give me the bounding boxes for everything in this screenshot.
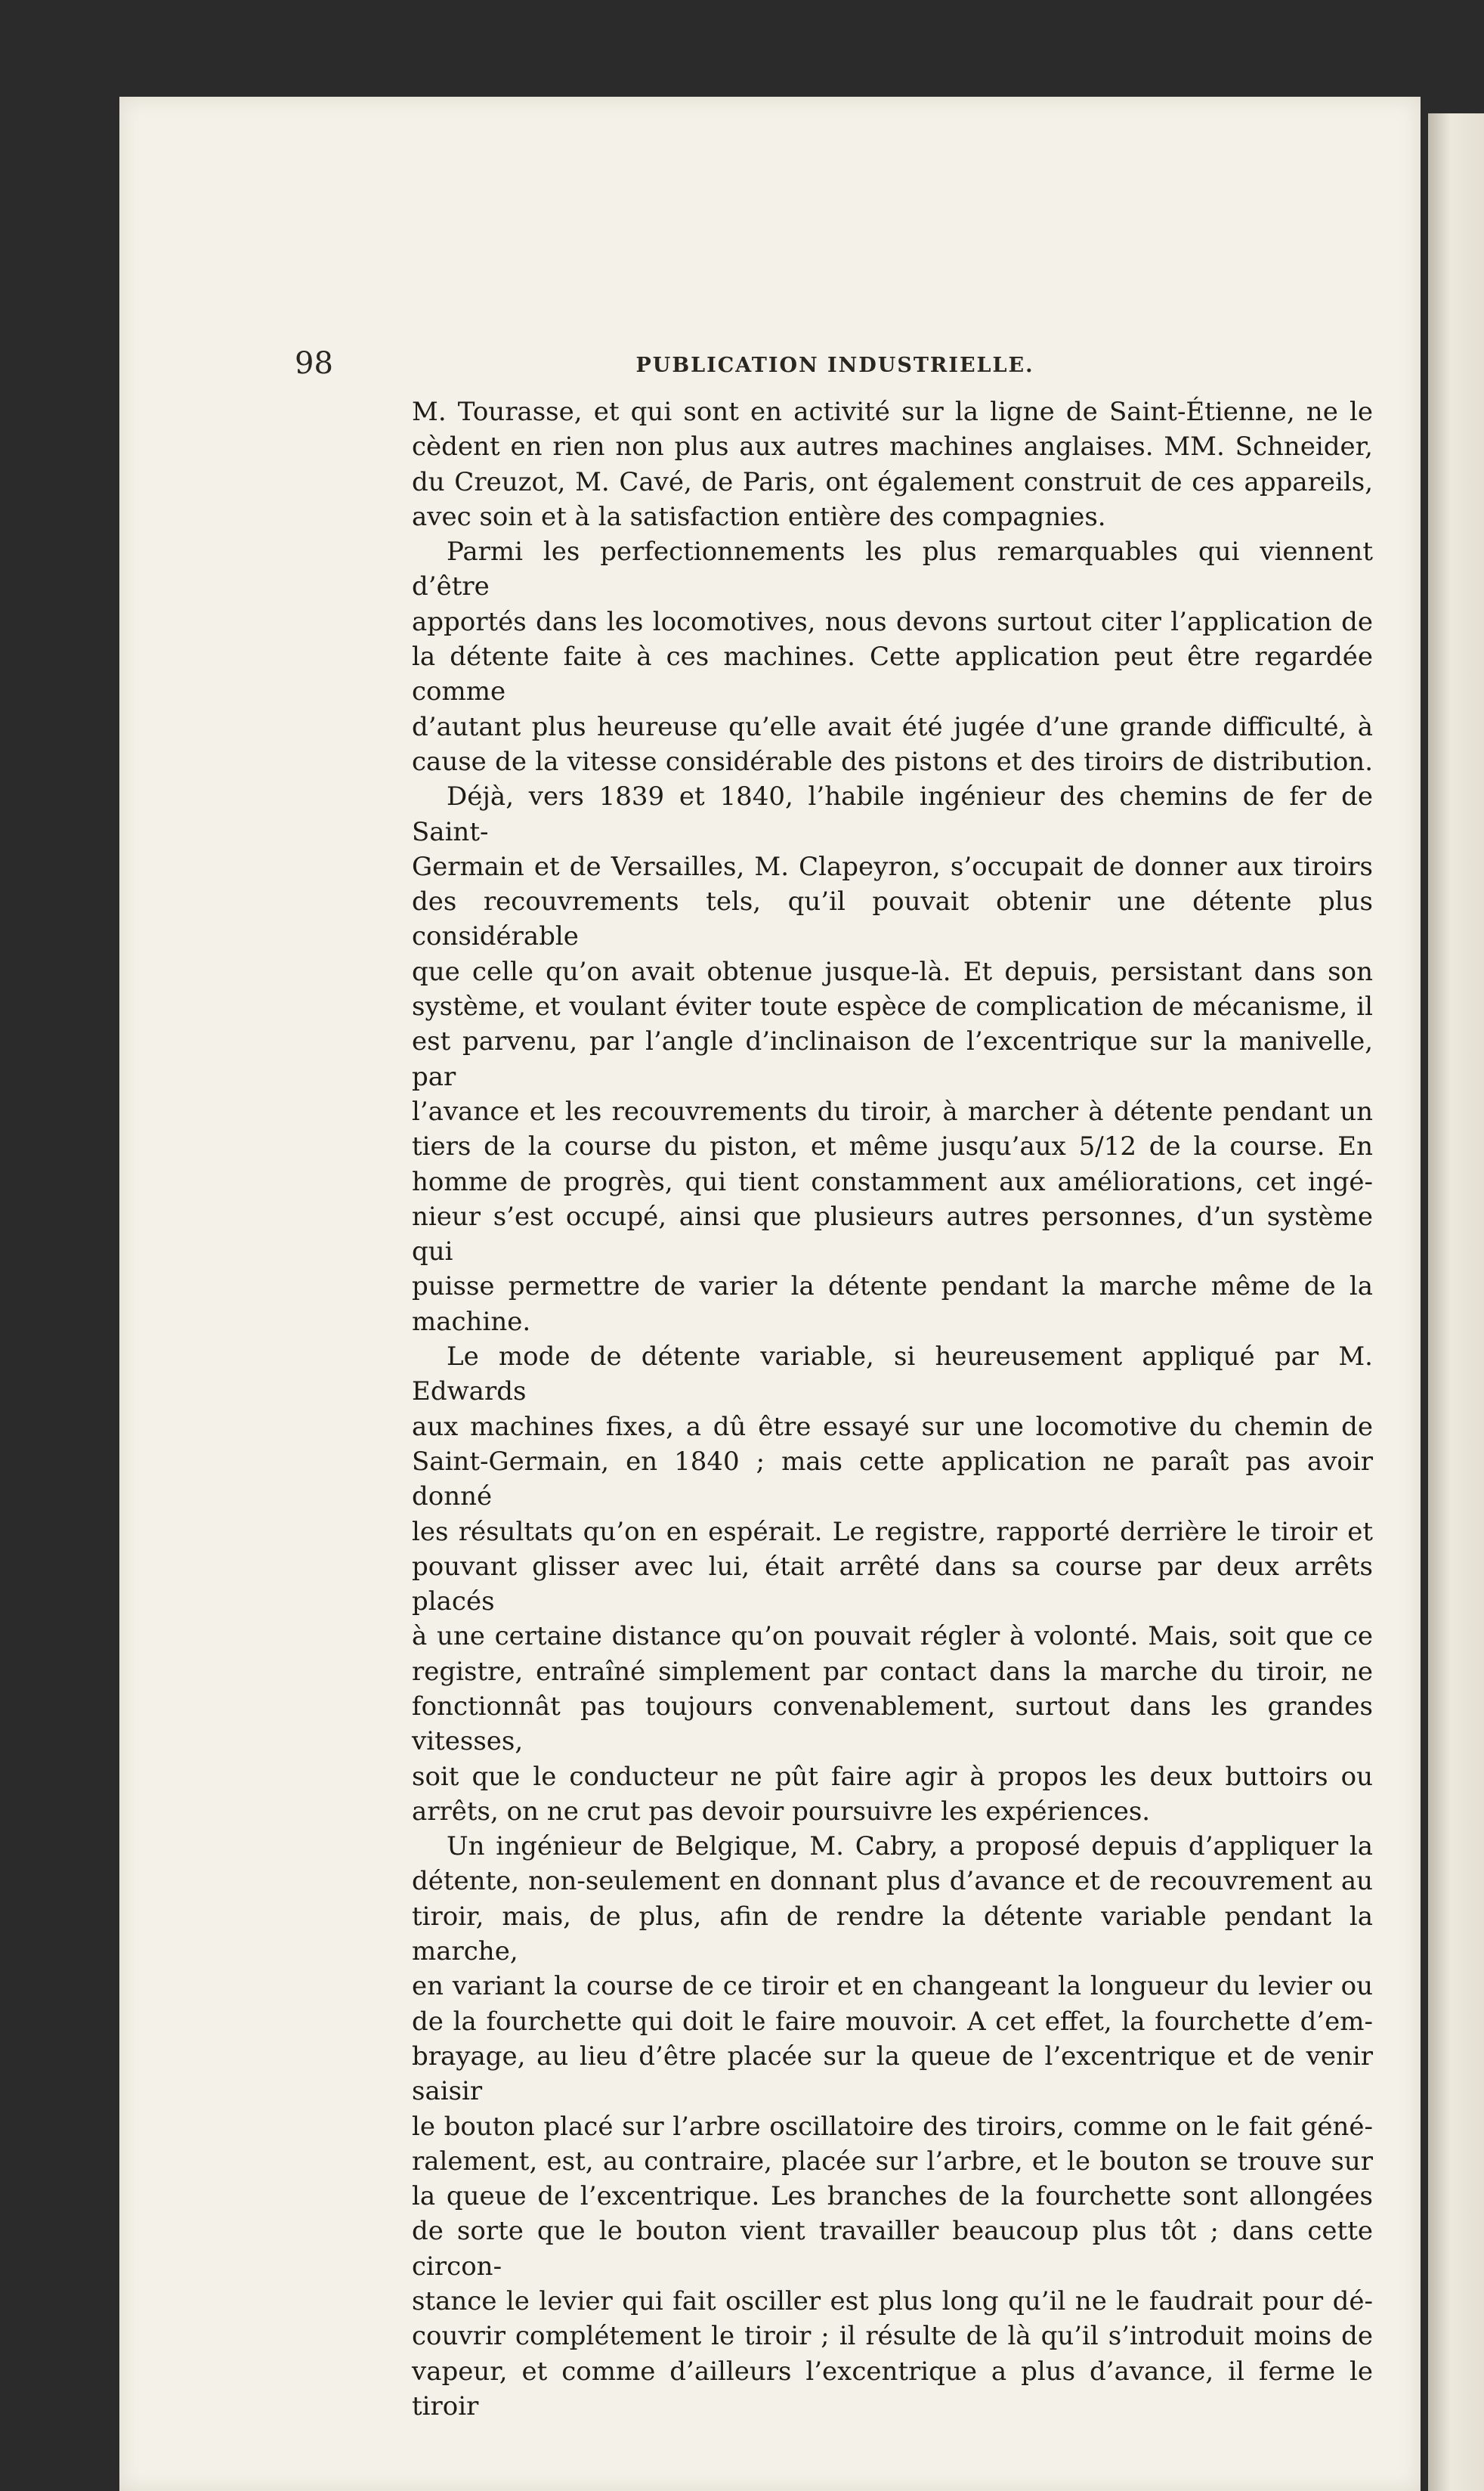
paragraph-line: arrêts, on ne crut pas devoir poursuivre les expériences. [412, 1796, 1151, 1827]
paragraph: Parmi les perfectionnements les plus remarquables qui viennent d’être [412, 537, 1373, 602]
paragraph-line: registre, entraîné simplement par contact dans la marche du tiroir, ne [412, 1656, 1373, 1687]
paragraph-line: vapeur, et comme d’ailleurs l’excentrique a plus d’avance, il ferme le tiroir [412, 2356, 1373, 2421]
paragraph-line: tiers de la course du piston, et même jusqu’aux 5/12 de la course. En [412, 1131, 1373, 1162]
paragraph-line: Saint-Germain, en 1840 ; mais cette application ne paraît pas avoir donné [412, 1446, 1373, 1512]
paragraph: Le mode de détente variable, si heureusement appliqué par M. Edwards [412, 1341, 1373, 1407]
paragraph-line: en variant la course de ce tiroir et en changeant la longueur du levier ou [412, 1971, 1373, 2002]
paragraph-line: couvrir complétement le tiroir ; il résulte de là qu’il s’introduit moins de [412, 2321, 1373, 2352]
paragraph-line: la queue de l’excentrique. Les branches de la fourchette sont allongées [412, 2181, 1373, 2212]
paragraph-line: avec soin et à la satisfaction entière des compagnies. [412, 501, 1106, 532]
paragraph: Déjà, vers 1839 et 1840, l’habile ingénieur des chemins de fer de Saint- [412, 781, 1373, 847]
paragraph-line: la détente faite à ces machines. Cette application peut être regardée comme [412, 642, 1373, 707]
paragraph-line: cause de la vitesse considérable des pistons et des tiroirs de distribution. [412, 746, 1373, 777]
paragraph-line: cèdent en rien non plus aux autres machines anglaises. MM. Schneider, [412, 432, 1373, 463]
paragraph-line: d’autant plus heureuse qu’elle avait été jugée d’une grande difficulté, à [412, 711, 1373, 742]
paragraph-line: apportés dans les locomotives, nous devons surtout citer l’application de [412, 606, 1373, 637]
paragraph-line: est parvenu, par l’angle d’inclinaison de l’excentrique sur la manivelle, par [412, 1026, 1373, 1092]
paragraph-line: le bouton placé sur l’arbre oscillatoire des tiroirs, comme on le fait géné- [412, 2111, 1373, 2142]
paragraph-line: Germain et de Versailles, M. Clapeyron, s’occupait de donner aux tiroirs [412, 851, 1373, 882]
paragraph-line: fonctionnât pas toujours convenablement, surtout dans les grandes vitesses, [412, 1691, 1373, 1757]
paragraph-line: aux machines fixes, a dû être essayé sur une locomotive du chemin de [412, 1411, 1373, 1442]
paragraph-line: de sorte que le bouton vient travailler beaucoup plus tôt ; dans cette circon- [412, 2216, 1373, 2282]
paragraph: Un ingénieur de Belgique, M. Cabry, a proposé depuis d’appliquer la [447, 1831, 1373, 1862]
paragraph-line: détente, non-seulement en donnant plus d’avance et de recouvrement au [412, 1866, 1373, 1897]
paragraph-line: des recouvrements tels, qu’il pouvait obtenir une détente plus considérable [412, 887, 1373, 952]
paragraph-line: ralement, est, au contraire, placée sur l’arbre, et le bouton se trouve sur [412, 2146, 1373, 2177]
paragraph-line: homme de progrès, qui tient constamment aux améliorations, cet ingé- [412, 1166, 1373, 1197]
page-header [295, 346, 1375, 390]
body-text [412, 395, 1373, 2424]
paragraph-line: du Creuzot, M. Cavé, de Paris, ont également construit de ces appareils, [412, 466, 1373, 497]
paragraph-line: brayage, au lieu d’être placée sur la queue de l’excentrique et de venir saisir [412, 2041, 1373, 2107]
paragraph-line: de la fourchette qui doit le faire mouvoir. A cet effet, la fourchette d’em- [412, 2006, 1373, 2037]
paragraph-line: pouvant glisser avec lui, était arrêté dans sa course par deux arrêts placés [412, 1551, 1373, 1617]
paragraph-line: système, et voulant éviter toute espèce de complication de mécanisme, il [412, 992, 1373, 1023]
paragraph-line: puisse permettre de varier la détente pendant la marche même de la [412, 1271, 1373, 1302]
paragraph-line: tiroir, mais, de plus, afin de rendre la détente variable pendant la marche, [412, 1901, 1373, 1967]
paragraph-line: stance le levier qui fait osciller est plus long qu’il ne le faudrait pour dé- [412, 2286, 1373, 2317]
paragraph-line: les résultats qu’on en espérait. Le registre, rapporté derrière le tiroir et [412, 1516, 1373, 1547]
paragraph-line: que celle qu’on avait obtenue jusque-là. Et depuis, persistant dans son [412, 956, 1373, 987]
page-number: 98 [295, 346, 333, 381]
paragraph-line: nieur s’est occupé, ainsi que plusieurs autres personnes, d’un système qui [412, 1201, 1373, 1267]
running-title: PUBLICATION INDUSTRIELLE. [635, 354, 1034, 377]
paragraph: M. Tourasse, et qui sont en activité sur la ligne de Saint-Étienne, ne le [412, 397, 1373, 427]
paragraph-line: machine. [412, 1306, 531, 1337]
next-page-edge [1428, 113, 1484, 2491]
paragraph-line: soit que le conducteur ne pût faire agir à propos les deux buttoirs ou [412, 1761, 1373, 1792]
paragraph-line: à une certaine distance qu’on pouvait régler à volonté. Mais, soit que ce [412, 1621, 1373, 1652]
paragraph-line: l’avance et les recouvrements du tiroir, à marcher à détente pendant un [412, 1096, 1373, 1127]
